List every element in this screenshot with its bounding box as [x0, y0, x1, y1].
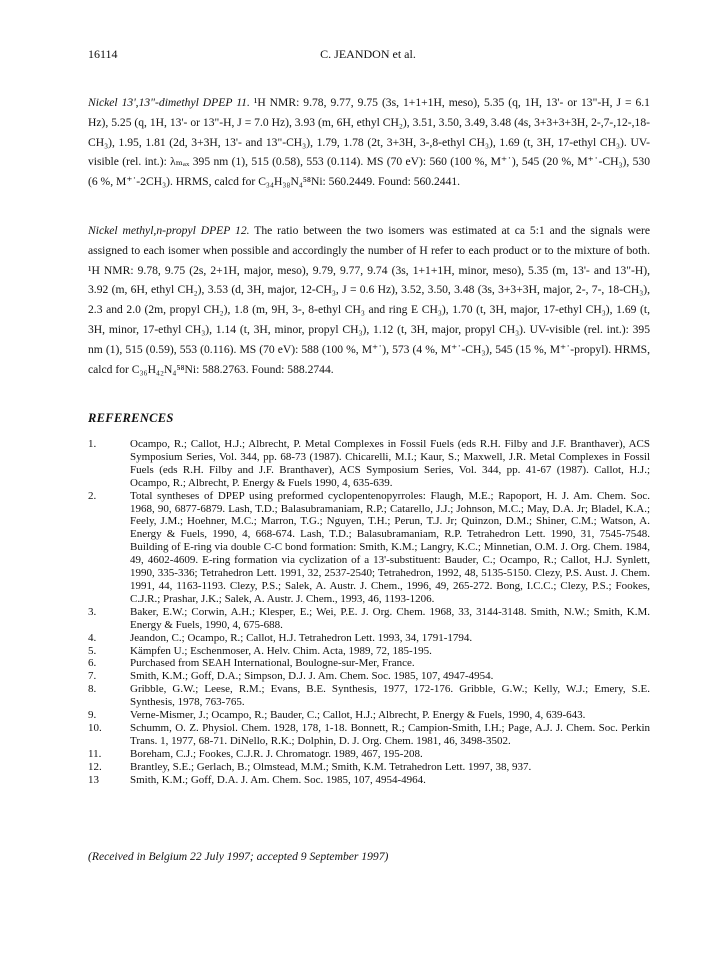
- reference-number: 7.: [88, 670, 97, 683]
- reference-item: [88, 748, 650, 761]
- reference-text: Brantley, S.E.; Gerlach, B.; Olmstead, M.M.; Smith, K.M. Tetrahedron Lett. 1997, 38, 937.: [130, 760, 532, 773]
- reference-number: 8.: [88, 683, 97, 696]
- reference-item: [88, 645, 650, 658]
- reference-text: Jeandon, C.; Ocampo, R.; Callot, H.J. Tetrahedron Lett. 1993, 34, 1791-1794.: [130, 631, 473, 644]
- reference-item: [88, 632, 650, 645]
- page-number: 16114: [88, 47, 118, 61]
- page-header: [88, 47, 648, 65]
- reference-text: Smith, K.M.; Goff, D.A. J. Am. Chem. Soc. 1985, 107, 4954-4964.: [130, 773, 426, 786]
- reference-text: Purchased from SEAH International, Boulogne-sur-Mer, France.: [130, 657, 415, 670]
- reference-number: 9.: [88, 709, 97, 722]
- reference-number: 1.: [88, 438, 97, 450]
- reference-item: [88, 606, 650, 632]
- reference-item: [88, 774, 650, 787]
- reference-number: 12.: [88, 760, 102, 773]
- reference-item: [88, 683, 650, 709]
- compound-12-title: Nickel methyl,n-propyl DPEP 12.: [88, 224, 250, 237]
- reference-number: 2.: [88, 489, 97, 502]
- reference-text: Kämpfen U.; Eschenmoser, A. Helv. Chim. Acta, 1989, 72, 185-195.: [130, 644, 432, 657]
- references-heading: REFERENCES: [88, 411, 174, 425]
- reference-item: [88, 657, 650, 670]
- reference-text: Verne-Mismer, J.; Ocampo, R.; Bauder, C.; Callot, H.J.; Albrecht, P. Energy & Fuels, 1990, 4, 639-643.: [130, 709, 586, 722]
- compound-11-paragraph: [88, 93, 650, 192]
- reference-item: [88, 761, 650, 774]
- reference-item: [88, 670, 650, 683]
- reference-text: Boreham, C.J.; Fookes, C.J.R. J. Chromatogr. 1989, 467, 195-208.: [130, 747, 423, 760]
- reference-text: Schumm, O. Z. Physiol. Chem. 1928, 178, 1-18. Bonnett, R.; Campion-Smith, I.H.; Page, A.J. J. Chem. Soc. Perkin Trans. 1, 1977, 68-71. DiNello, R.K.; Dolphin, D. J. Org. Chem. 1981, 46, 3498-3502.: [130, 721, 650, 747]
- reference-text: Gribble, G.W.; Leese, R.M.; Evans, B.E. Synthesis, 1977, 172-176. Gribble, G.W.; Kelly, W.J.; Emery, S.E. Synthesis, 1978, 763-765.: [130, 683, 650, 709]
- reference-text: Ocampo, R.; Callot, H.J.; Albrecht, P. Metal Complexes in Fossil Fuels (eds R.H. Filby and J.F. Branthaver), ACS Symposium Series, Vol. 344, pp. 68-73 (1987). Chicarelli, M.I.; Kaur, S.; Maxwell, J.R. Metal Complexes in Fossil Fuels (eds R.H. Filby and J.F. Branthaver), ACS Symposium Series, Vol. 344, pp. 41-67 (1987). Callot, H.J.; Ocampo, R.; Albrecht, P. Energy & Fuels 1990, 4, 635-639.: [130, 438, 650, 489]
- reference-number: 4.: [88, 631, 97, 644]
- references-list: [88, 438, 650, 786]
- compound-12-data: The ratio between the two isomers was estimated at ca 5:1 and the signals were assigned to each isomer when possible and accordingly the number of H refer to each product or to the mixture of both. ¹H NMR: 9.78, 9.75 (2s, 2+1H, major, meso), 9.79, 9.77, 9.74 (3s, 1+1+1H, minor, meso), 5.35 (m, 13'- and 13"-H), 3.92 (m, 6H, ethyl CH₂), 3.53 (d, 3H, major, 12-CH₃, J = 0.6 Hz), 3.52, 3.50, 3.48 (3s, 3+3+3H, major, 2-, 7-, 18-CH₃), 2.3 and 2.0 (2m, propyl CH₂), 1.8 (m, 9H, 3-, 8-ethyl CH₃ and ring E CH₃), 1.70 (t, 3H, major, 17-ethyl CH₃), 1.69 (t, 3H, minor, 17-ethyl CH₃), 1.14 (t, 3H, minor, propyl CH₃), 1.12 (t, 3H, major, propyl CH₃). UV-visible (rel. int.): 395 nm (1), 515 (0.59), 553 (0.116). MS (70 eV): 588 (100 %, M⁺˙), 573 (4 %, M⁺˙-CH₃), 545 (15 %, M⁺˙-propyl). HRMS, calcd for C₃₆H₄₂N₄⁵⁸Ni: 588.2763. Found: 588.2744.: [88, 224, 650, 376]
- compound-11-data: ¹H NMR: 9.78, 9.77, 9.75 (3s, 1+1+1H, meso), 5.35 (q, 1H, 13'- or 13"-H, J = 6.1 Hz), 5.25 (q, 1H, 13'- or 13"-H, J = 7.0 Hz), 3.93 (m, 6H, ethyl CH₂), 3.51, 3.50, 3.49, 3.48 (4s, 3+3+3+3H, 2-,7-,12-,18-CH₃), 1.95, 1.81 (2d, 3+3H, 13'- and 13"-CH₃), 1.79, 1.78 (2t, 3+3H, 3-,8-ethyl CH₃), 1.69 (t, 3H, 17-ethyl CH₃). UV-visible (rel. int.): λₘₐₓ 395 nm (1), 515 (0.58), 553 (0.114). MS (70 eV): 560 (100 %, M⁺˙), 545 (20 %, M⁺˙-CH₃), 530 (6 %, M⁺˙-2CH₃). HRMS, calcd for C₃₄H₃₈N₄⁵⁸Ni: 560.2449. Found: 560.2441.: [88, 96, 650, 189]
- reference-text: Baker, E.W.; Corwin, A.H.; Klesper, E.; Wei, P.E. J. Org. Chem. 1968, 33, 3144-3148. Smith, N.W.; Smith, K.M. Energy & Fuels, 1990, 4, 675-688.: [130, 605, 650, 631]
- reference-text: Smith, K.M.; Goff, D.A.; Simpson, D.J. J. Am. Chem. Soc. 1985, 107, 4947-4954.: [130, 670, 494, 683]
- reference-number: 10.: [88, 721, 102, 734]
- reference-item: [88, 438, 650, 490]
- reference-item: [88, 722, 650, 748]
- compound-12-paragraph: [88, 221, 650, 379]
- reference-item: [88, 490, 650, 606]
- reference-text: Total syntheses of DPEP using preformed cyclopentenopyrroles: Flaugh, M.E.; Rapoport, H. J. Am. Chem. Soc. 1968, 90, 6877-6879. Lash, T.D.; Balasubramaniam, R.P.; Catarello, J.J.; Johnson, M.C.; May, D.A. Jr; Bladel, K.A.; Feely, J.M.; Hoehner, M.C.; Marron, T.G.; Nguyen, T.H.; Perun, T.J. Jr; Quinzon, D.M.; Shiner, C.M.; Watson, A. Energy & Fuels, 1990, 4, 668-674. Lash, T.D.; Balasubramaniam, R.P. Tetrahedron Lett. 1990, 31, 7545-7548. Building of E-ring via double C-C bond formation: Smith, K.M.; Langry, K.C.; Minnetian, O.M. J. Org. Chem. 1984, 49, 4602-4609. E-ring formation via cyclization of a 13'-substituent: Bauder, C.; Ocampo, R.; Callot, H.J. Synlett, 1990, 335-336; Tetrahedron Lett. 1991, 32, 2537-2540; Tetrahedron, 1992, 48, 5135-5150. Clezy, P.S. Aust. J. Chem. 1991, 44, 1163-1193. Clezy, P.S.; Salek, A. Austr. J. Chem., 1996, 49, 265-272. Bong, I.C.C.; Clezy, P.S.; Fookes, C.J.R.; Prashar, J.K.; Salek, A. Austr. J. Chem., 1993, 46, 1193-1206.: [130, 489, 650, 605]
- reference-number: 11.: [88, 747, 102, 760]
- running-head-authors: C. JEANDON et al.: [320, 47, 416, 61]
- compound-11-title: Nickel 13',13"-dimethyl DPEP 11.: [88, 96, 250, 109]
- reference-number: 3.: [88, 605, 97, 618]
- received-dates: (Received in Belgium 22 July 1997; accepted 9 September 1997): [88, 850, 389, 863]
- reference-item: [88, 709, 650, 722]
- reference-number: 6.: [88, 657, 97, 670]
- reference-number: 13: [88, 773, 99, 786]
- reference-number: 5.: [88, 644, 97, 657]
